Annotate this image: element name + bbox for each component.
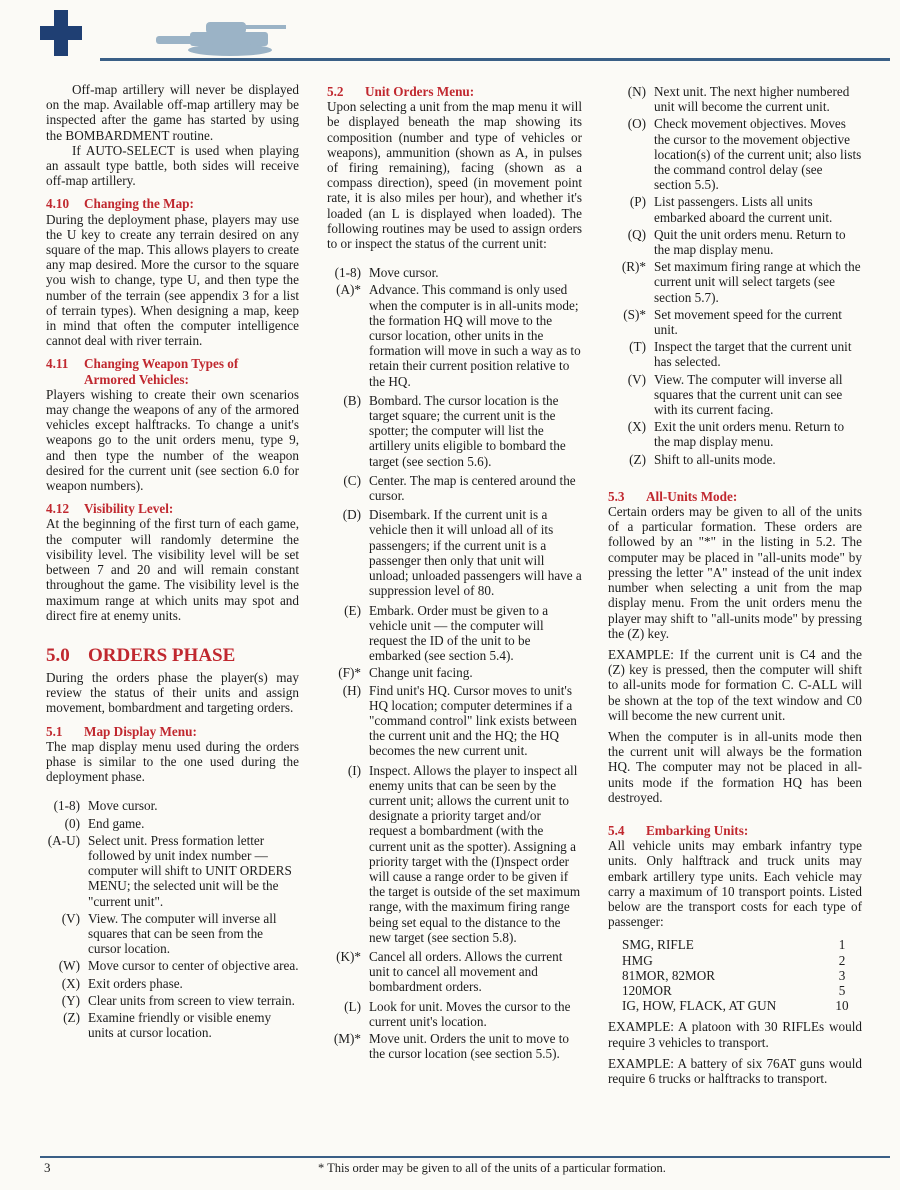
paragraph: All vehicle units may embark infantry type units. Only halftrack and truck units may embark artillery type units. Each vehicle may carry a maximum of 10 transport points. Listed below are the transport costs for each type of passenger: (608, 838, 862, 930)
footnote: * This order may be given to all of the units of a particular formation. (318, 1161, 666, 1175)
footer-rule (40, 1156, 890, 1158)
section-heading-4-12: 4.12 Visibility Level: (46, 501, 174, 517)
table-row: 81MOR, 82MOR 3 (622, 967, 846, 983)
chapter-heading-5-0: 5.0 ORDERS PHASE (46, 644, 236, 666)
list-item: (N) Next unit. The next higher numbered unit will become the current unit. (627, 84, 850, 115)
list-item: (X) Exit orders phase. (61, 975, 183, 991)
paragraph: When the computer is in all-units mode then the current unit will always be the formation HQ. The computer may not be placed in all-units mode if the formation HQ has been destroyed. (608, 728, 862, 805)
list-item: (1-8) Move cursor. (334, 265, 439, 281)
list-item: (R)* Set maximum firing range at which the current unit will select targets (see section 5.7). (621, 259, 861, 305)
paragraph: Off-map artillery will never be displayed on the map. Available off-map artillery may be inspected after the game has started by using the BOMBARDMENT routine. (46, 82, 299, 143)
section-heading-5-3: 5.3 All-Units Mode: (608, 488, 738, 504)
list-item: (K)* Cancel all orders. Allows the current unit to cancel all movement and bombardment orders. (336, 948, 563, 995)
paragraph: Upon selecting a unit from the map menu it will be displayed beneath the map showing its composition (number and type of vehicles or weapons), ammunition (shown as A, in pulses of firing remaining), facing (shown as a compass direction), speed (in movement point rate, it is also miles per hour), and whether it's loaded (an L is displayed when loaded). The following routines may be used to assign orders to or inspect the status of the current unit: (327, 99, 582, 252)
section-heading-4-11: 4.11 Changing Weapon Types of (46, 356, 239, 372)
list-item: (C) Center. The map is centered around the cursor. (343, 472, 576, 504)
list-item: (D) Disembark. If the current unit is a vehicle then it will unload all of its passengers; if the current unit is a passenger then only that unit will unload; unloaded passengers will have a suppression level of 80. (342, 507, 582, 599)
list-item: (E) Embark. Order must be given to a vehicle unit — the computer will request the ID of the unit to be embarked (see section 5.4). (344, 602, 549, 664)
list-item: (S)* Set movement speed for the current unit. (623, 306, 842, 338)
page-number: 3 (44, 1160, 51, 1175)
iron-cross-icon (40, 10, 82, 56)
section-heading-5-1: 5.1 Map Display Menu: (46, 723, 197, 739)
map-display-menu-list (46, 798, 299, 1040)
list-item: (Z) Examine friendly or visible enemy units at cursor location. (63, 1009, 272, 1041)
column-middle (327, 82, 582, 1063)
paragraph: Players wishing to create their own scenarios may change the weapons of any of the armored vehicles except halftracks. To change a unit's weapons go to the unit orders menu, type 9, and then type the number of the weapon desired for the current unit (see section 6.0 for weapon numbers). (46, 386, 299, 494)
list-item: (X) Exit the unit orders menu. Return to the map display menu. (627, 419, 845, 450)
page-header (40, 8, 290, 58)
list-item: (Q) Quit the unit orders menu. Return to the map display menu. (627, 226, 846, 258)
column-right (608, 82, 862, 1086)
list-item: (B) Bombard. The cursor location is the target square; the current unit is the spotter; the computer will list the artillery units eligible to bombard the target (see section 5.6). (343, 392, 566, 469)
list-item: (0) End game. (64, 815, 145, 831)
list-item: (V) View. The computer will inverse all squares that can be seen from the cursor location. (61, 910, 277, 957)
list-item: (W) Move cursor to center of objective area. (58, 958, 299, 974)
list-item: (L) Look for unit. Moves the cursor to the current unit's location. (344, 998, 571, 1029)
transport-cost-table (622, 937, 862, 1013)
paragraph: At the beginning of the first turn of each game, the computer will randomly determine the visibility level. The visibility level will be set between 7 and 20 and will remain constant throughout the game. The visibility level is the maximum range at which units may spot and direct fire at enemy units. (46, 516, 299, 623)
list-item: (P) List passengers. Lists all units embarked aboard the current unit. (629, 194, 833, 225)
paragraph: If AUTO-SELECT is used when playing an assault type battle, both sides will receive off-map artillery. (46, 142, 299, 189)
unit-orders-menu-list-continued (608, 84, 862, 467)
section-heading-4-10: 4.10 Changing the Map: (46, 196, 194, 212)
header-graphic (40, 8, 290, 58)
list-item: (F)* Change unit facing. (338, 665, 473, 681)
list-item: (V) View. The computer will inverse all squares that the current unit can see with its current facing. (627, 371, 843, 418)
tank-icon (156, 22, 286, 56)
list-item: (Z) Shift to all-units mode. (629, 451, 776, 467)
paragraph: EXAMPLE: If the current unit is C4 and the (Z) key is pressed, then the computer will shift to all-units mode for formation C. C-ALL will be shown at the top of the text window and C0 will become the new current unit. (608, 646, 862, 723)
table-row: 120MOR 5 (622, 982, 846, 998)
paragraph: During the orders phase the player(s) may review the status of their units and assign movement, bombardment and targeting orders. (46, 669, 299, 716)
section-heading-5-2: 5.2 Unit Orders Menu: (327, 84, 475, 99)
header-rule (100, 58, 890, 61)
unit-orders-menu-list (327, 265, 582, 1061)
list-item: (T) Inspect the target that the current unit has selected. (629, 339, 852, 370)
paragraph: During the deployment phase, players may use the U key to create any terrain desired on any square of the map. This allows players to create any map desired. More the cursor to the square you wish to change, type U, and then type the number of the terrain (see appendix 3 for a list of terrain types). When designing a map, keep in mind that often the computer intelligence cannot deal with river terrain. (46, 211, 299, 349)
list-item: (A-U) Select unit. Press formation letter followed by unit index number — computer will shift to UNIT ORDERS MENU; the selected unit will be the "current unit". (47, 832, 292, 909)
table-row: IG, HOW, FLACK, AT GUN 10 (622, 998, 849, 1014)
list-item: (M)* Move unit. Orders the unit to move to the cursor location (see section 5.5). (333, 1030, 569, 1062)
section-heading-5-4: 5.4 Embarking Units: (608, 822, 749, 838)
list-item: (1-8) Move cursor. (53, 798, 158, 814)
paragraph: EXAMPLE: A battery of six 76AT guns would require 6 trucks or halftracks to transport. (608, 1055, 862, 1086)
column-left (46, 82, 299, 1042)
section-heading-4-11-line2: Armored Vehicles: (84, 371, 189, 387)
paragraph: The map display menu used during the orders phase is similar to the one used during the deployment phase. (46, 738, 299, 785)
table-row: SMG, RIFLE 1 (622, 937, 846, 953)
list-item: (O) Check movement objectives. Moves the cursor to the movement objective location(s) of the current unit; also lists the command control delay (see section 5.5). (627, 116, 862, 193)
list-item: (H) Find unit's HQ. Cursor moves to unit's HQ location; computer determines if a "command control" link exists between the current unit and the HQ; the HQ becomes the new current unit. (342, 682, 577, 759)
table-row: HMG 2 (622, 952, 846, 968)
paragraph: EXAMPLE: A platoon with 30 RIFLEs would require 3 vehicles to transport. (608, 1019, 862, 1050)
list-item: (I) Inspect. Allows the player to inspect all enemy units that can be seen by the current unit; allows the current unit to designate a priority target and/or request a bombardment (with the current unit as the spotter). Assigning a priority target with the (I)nspect order will cause a range order to be given if the target is outside of the set maximum range, with the maximum firing range being set equal to the distance to the new target (see section 5.8). (347, 762, 581, 945)
paragraph: Certain orders may be given to all of the units of a particular formation. These orders are followed by an "*" in the listing in 5.2. The computer may be placed in "all-units mode" by pressing the letter "A" instead of the unit index number when selecting a unit from the map display menu. From the unit orders menu the player may shift to "all-units mode" by pressing the (Z) key. (608, 504, 862, 641)
list-item: (Y) Clear units from screen to view terrain. (61, 992, 295, 1008)
list-item: (A)* Advance. This command is only used when the computer is in all-units mode; the formation HQ will move to the cursor location, other units in the formation will move in such a way as to retain their current position relative to the HQ. (336, 282, 581, 389)
